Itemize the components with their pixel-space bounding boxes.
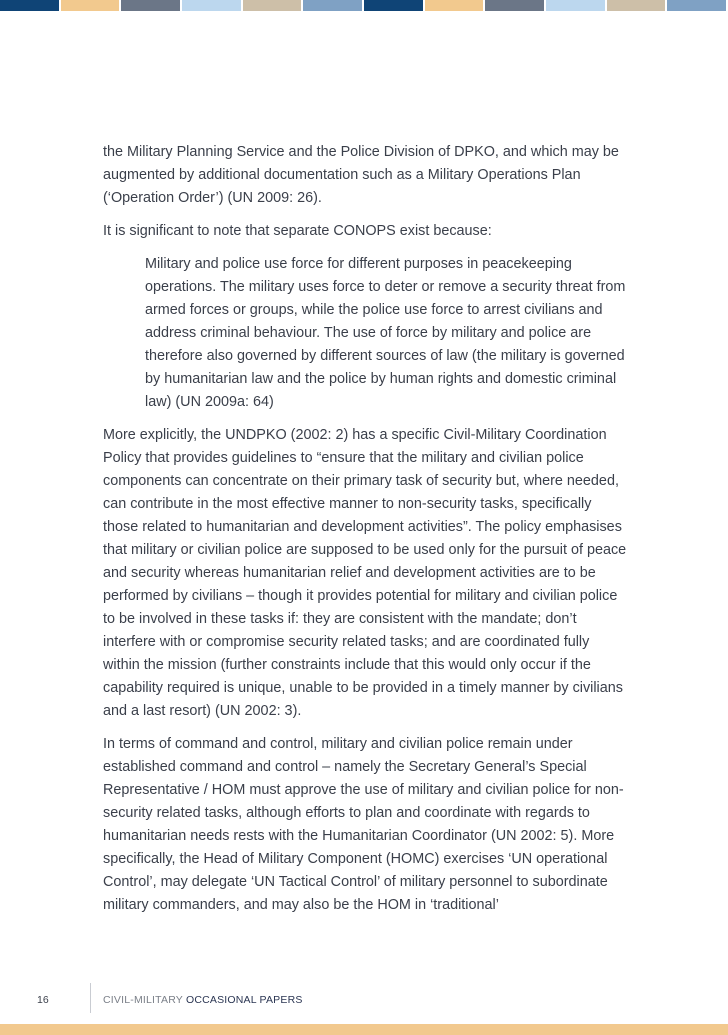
stripe-segment — [425, 0, 486, 11]
stripe-segment — [243, 0, 304, 11]
stripe-segment — [607, 0, 668, 11]
stripe-segment — [61, 0, 122, 11]
publication-title — [103, 994, 303, 1006]
paragraph-undpko-policy: More explicitly, the UNDPKO (2002: 2) has a specific Civil-Military Coordination Policy that provides guidelines to “ensure that the military and civilian police components can concentrate on their primary task of security but, where needed, can contribute in the most effective manner to non-security tasks, specifically those related to humanitarian and development activities”. The policy emphasises that military or civilian police are supposed to be used only for the pursuit of peace and security whereas humanitarian relief and development activities are to be performed by civilians – though it provides potential for military and civilian police to be involved in these tasks if: they are consistent with the mandate; don’t interfere with or compromise security related tasks; and are coordinated fully within the mission (further constraints include that this would only occur if the capability required is unique, unable to be provided in a timely manner by civilians and a last resort) (UN 2002: 3). — [103, 427, 627, 719]
top-color-stripe — [0, 0, 728, 11]
page-body — [103, 141, 628, 927]
stripe-segment — [667, 0, 728, 11]
page-footer — [0, 991, 728, 1011]
stripe-segment — [364, 0, 425, 11]
publication-title-light: CIVIL-MILITARY — [103, 994, 183, 1006]
stripe-segment — [182, 0, 243, 11]
footer-divider — [90, 983, 91, 1013]
bottom-color-bar — [0, 1024, 728, 1035]
paragraph-continuation: the Military Planning Service and the Police Division of DPKO, and which may be augmented by additional documentation such as a Military Operations Plan (‘Operation Order’) (UN 2009: 26). — [103, 144, 619, 206]
stripe-segment — [546, 0, 607, 11]
stripe-segment — [485, 0, 546, 11]
page-number: 16 — [37, 994, 49, 1006]
paragraph-command-control: In terms of command and control, military and civilian police remain under established command and control – namely the Secretary General’s Special Representative / HOM must approve the use of military and civilian police for non-security related tasks, although efforts to plan and coordinate with regards to humanitarian needs rests with the Humanitarian Coordinator (UN 2002: 5). More specifically, the Head of Military Component (HOMC) exercises ‘UN operational Control’, may delegate ‘UN Tactical Control’ of military personnel to subordinate military commanders, and may also be the HOM in ‘traditional’ — [103, 736, 624, 913]
stripe-segment — [0, 0, 61, 11]
block-quote: Military and police use force for different purposes in peacekeeping operations. The military uses force to deter or remove a security threat from armed forces or groups, while the police use force to arrest civilians and address criminal behaviour. The use of force by military and police are therefore also governed by different sources of law (the military is governed by humanitarian law and the police by human rights and domestic criminal law) (UN 2009a: 64) — [145, 256, 626, 410]
publication-title-strong: OCCASIONAL PAPERS — [185, 994, 303, 1006]
paragraph-conops-intro: It is significant to note that separate CONOPS exist because: — [103, 223, 492, 239]
stripe-segment — [303, 0, 364, 11]
stripe-segment — [121, 0, 182, 11]
